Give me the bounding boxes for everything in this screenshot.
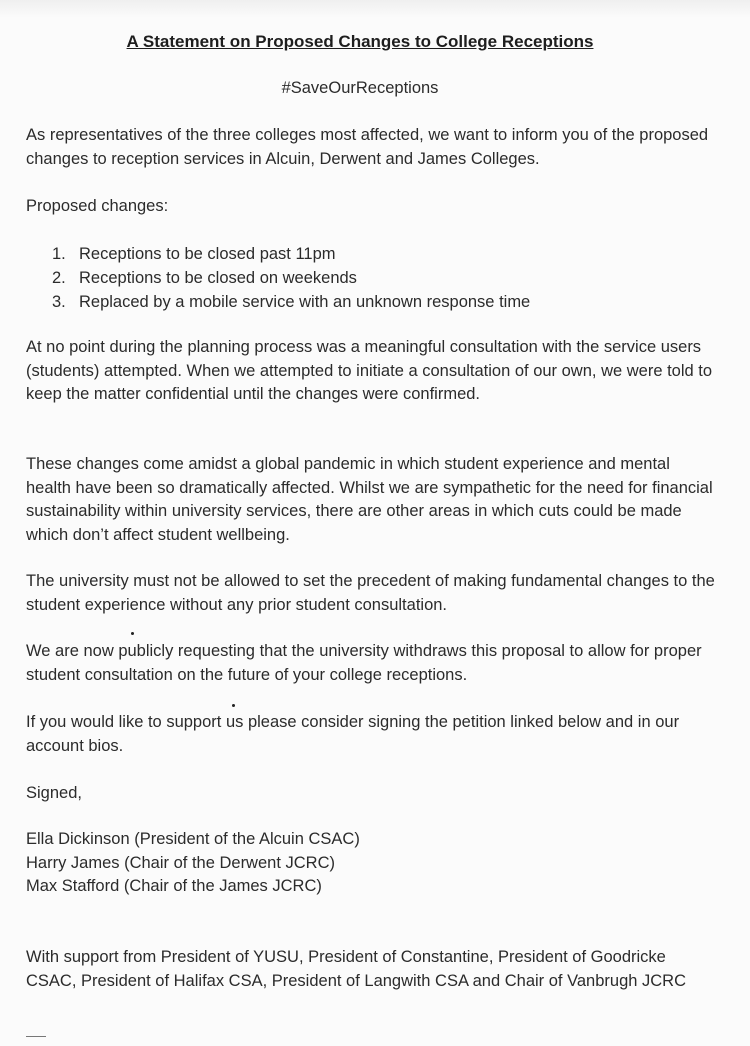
list-item-number: 1. — [52, 245, 66, 263]
signed-label: Signed, — [26, 784, 82, 802]
signatory: Harry James (Chair of the Derwent JCRC) — [26, 853, 335, 872]
request-paragraph: We are now publicly requesting that the university withdraws this proposal to allow for proper student consultation on the future of your college receptions. — [26, 642, 702, 684]
footer-rule — [26, 1036, 46, 1037]
precedent-paragraph: The university must not be allowed to set the precedent of making fundamental changes to the student experience without any prior student consultation. — [26, 572, 715, 614]
signatories-block — [26, 828, 716, 899]
list-item-text: Receptions to be closed on weekends — [79, 269, 357, 287]
speck-mark — [232, 704, 235, 707]
intro-paragraph: As representatives of the three colleges most affected, we want to inform you of the proposed changes to reception services in Alcuin, Derwent and James Colleges. — [26, 126, 709, 168]
document-title: A Statement on Proposed Changes to College Receptions — [126, 32, 594, 51]
pandemic-paragraph: These changes come amidst a global pandemic in which student experience and mental health have been so dramatically affected. Whilst we are sympathetic for the need for financial sustainability within university services, there are other areas in which cuts could be made which don’t affect student wellbeing. — [26, 455, 713, 544]
signatory: Ella Dickinson (President of the Alcuin CSAC) — [26, 830, 360, 848]
speck-mark — [131, 632, 134, 635]
changes-heading: Proposed changes: — [26, 197, 169, 215]
consultation-paragraph: At no point during the planning process was a meaningful consultation with the service users (students) attempted. When we attempted to initiate a consultation of our own, we were told to keep the matter confidential until the changes were confirmed. — [26, 338, 713, 403]
top-edge — [0, 0, 750, 18]
list-item — [52, 242, 530, 266]
changes-list — [52, 242, 530, 314]
support-note: With support from President of YUSU, President of Constantine, President of Goodricke CSAC, President of Halifax CSA, President of Langwith CSA and Chair of Vanbrugh JCRC — [26, 948, 687, 990]
support-paragraph: If you would like to support us please consider signing the petition linked below and in our account bios. — [26, 713, 680, 755]
list-item-text: Replaced by a mobile service with an unknown response time — [79, 293, 531, 311]
list-item-number: 3. — [52, 293, 66, 311]
list-item — [52, 266, 530, 290]
list-item-text: Receptions to be closed past 11pm — [79, 245, 336, 263]
list-item-number: 2. — [52, 269, 66, 287]
list-item — [52, 290, 530, 314]
hashtag: #SaveOurReceptions — [281, 79, 439, 97]
signatory: Max Stafford (Chair of the James JCRC) — [26, 877, 322, 895]
